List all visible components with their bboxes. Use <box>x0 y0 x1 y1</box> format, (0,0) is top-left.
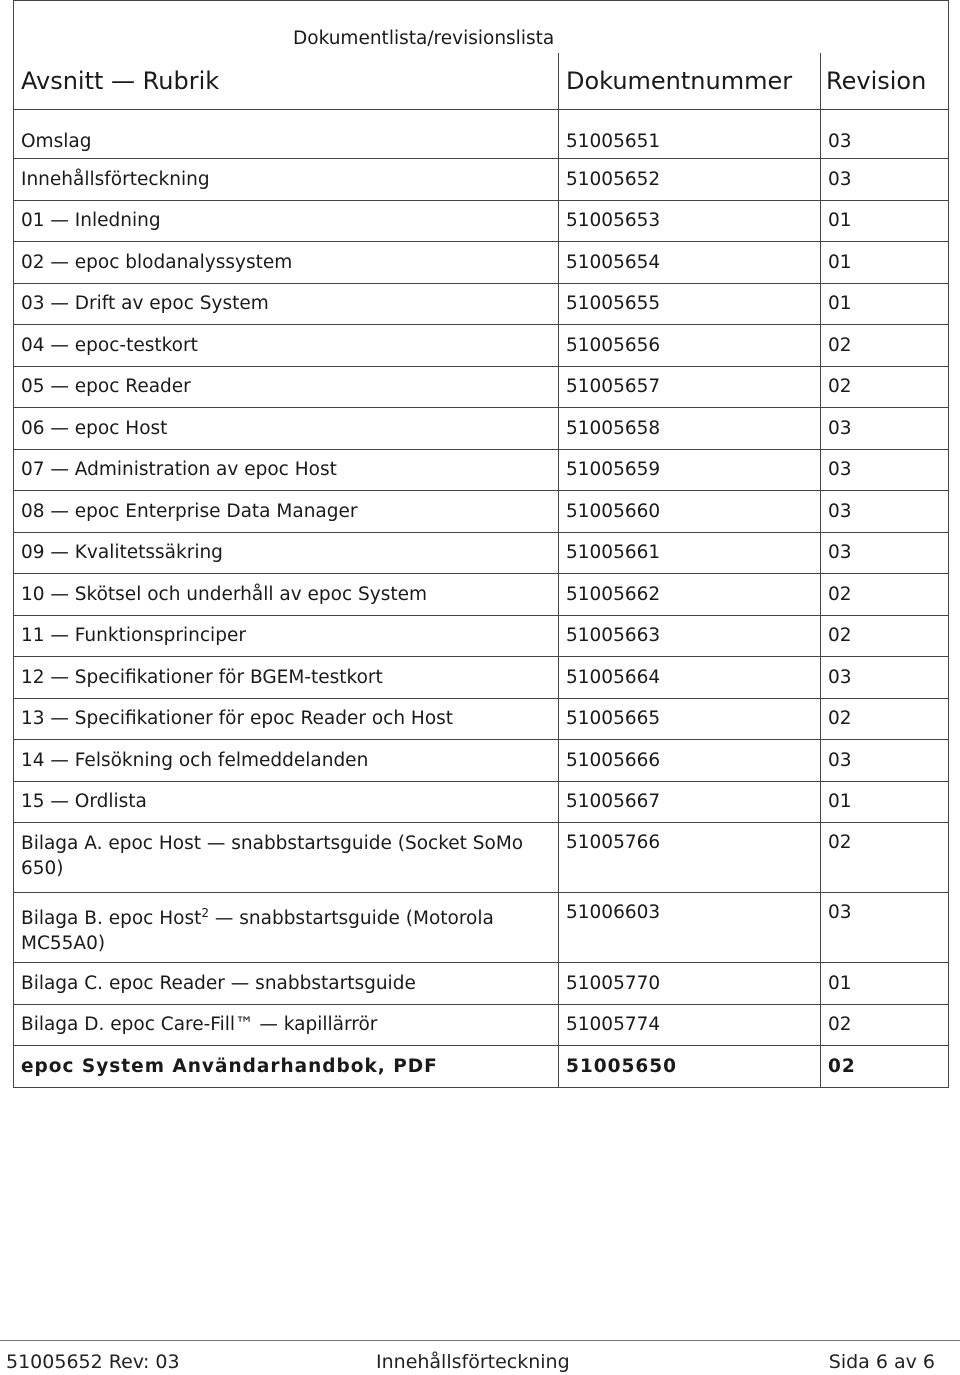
revision-cell: 01 <box>821 200 949 242</box>
table-row <box>14 740 949 782</box>
section-cell: 07 — Administration av epoc Host <box>14 449 559 491</box>
table-row <box>14 366 949 408</box>
revision-cell: 03 <box>821 657 949 699</box>
table-row <box>14 283 949 325</box>
section-cell: 14 — Felsökning och felmeddelanden <box>14 740 559 782</box>
revision-cell: 02 <box>821 615 949 657</box>
section-text-continued: — snabbstartsguide (Motorola MC55A0) <box>21 908 494 955</box>
table-row <box>14 242 949 284</box>
section-cell: 09 — Kvalitetssäkring <box>14 532 559 574</box>
column-header-section: Avsnitt — Rubrik <box>14 53 559 110</box>
section-cell: 10 — Skötsel och underhåll av epoc System <box>14 574 559 616</box>
revision-cell: 02 <box>821 1046 949 1088</box>
table-row <box>14 200 949 242</box>
footer-page-number: Sida 6 av 6 <box>828 1351 935 1373</box>
doc-number-cell: 51005658 <box>559 408 821 450</box>
table-row <box>14 781 949 823</box>
table-row <box>14 408 949 450</box>
revision-cell: 03 <box>821 110 949 159</box>
doc-number-cell: 51005665 <box>559 698 821 740</box>
doc-number-cell: 51005654 <box>559 242 821 284</box>
footer-section-title: Innehållsförteckning <box>376 1351 570 1373</box>
revision-cell: 03 <box>821 893 949 963</box>
section-cell: 15 — Ordlista <box>14 781 559 823</box>
table-row <box>14 698 949 740</box>
doc-number-cell: 51005655 <box>559 283 821 325</box>
doc-number-cell: 51005766 <box>559 823 821 893</box>
section-cell: 02 — epoc blodanalyssystem <box>14 242 559 284</box>
section-cell <box>14 893 559 963</box>
doc-number-cell: 51005663 <box>559 615 821 657</box>
table-row <box>14 532 949 574</box>
section-cell: 04 — epoc-testkort <box>14 325 559 367</box>
doc-number-cell: 51005651 <box>559 110 821 159</box>
column-header-doc-number: Dokumentnummer <box>559 53 821 110</box>
revision-cell: 01 <box>821 963 949 1005</box>
section-cell: 03 — Drift av epoc System <box>14 283 559 325</box>
doc-number-cell: 51005653 <box>559 200 821 242</box>
revision-cell: 02 <box>821 574 949 616</box>
table-row <box>14 893 949 963</box>
revision-cell: 03 <box>821 159 949 201</box>
revision-cell: 03 <box>821 532 949 574</box>
table-row <box>14 159 949 201</box>
revision-cell: 03 <box>821 408 949 450</box>
section-cell: 13 — Specifikationer för epoc Reader och Host <box>14 698 559 740</box>
table-row <box>14 1004 949 1046</box>
doc-number-cell: 51005659 <box>559 449 821 491</box>
table-row <box>14 615 949 657</box>
revision-cell: 02 <box>821 823 949 893</box>
doc-number-cell: 51005656 <box>559 325 821 367</box>
revision-cell: 02 <box>821 698 949 740</box>
document-list-table <box>13 0 949 1088</box>
table-row <box>14 823 949 893</box>
revision-cell: 03 <box>821 449 949 491</box>
section-text: Bilaga B. epoc Host <box>21 908 202 930</box>
section-cell: epoc System Användarhandbok, PDF <box>14 1046 559 1088</box>
section-cell: Innehållsförteckning <box>14 159 559 201</box>
doc-number-cell: 51005652 <box>559 159 821 201</box>
doc-number-cell: 51005774 <box>559 1004 821 1046</box>
superscript: 2 <box>201 906 209 920</box>
table-row <box>14 325 949 367</box>
doc-number-cell: 51005770 <box>559 963 821 1005</box>
doc-number-cell: 51005664 <box>559 657 821 699</box>
table-row <box>14 657 949 699</box>
table-row <box>14 574 949 616</box>
section-cell: 01 — Inledning <box>14 200 559 242</box>
section-cell: 08 — epoc Enterprise Data Manager <box>14 491 559 533</box>
section-cell: Bilaga D. epoc Care-Fill™ — kapillärrör <box>14 1004 559 1046</box>
revision-cell: 02 <box>821 366 949 408</box>
section-cell: Bilaga C. epoc Reader — snabbstartsguide <box>14 963 559 1005</box>
revision-cell: 02 <box>821 325 949 367</box>
section-cell: Omslag <box>14 110 559 159</box>
section-cell: Bilaga A. epoc Host — snabbstartsguide (Socket SoMo 650) <box>14 823 559 893</box>
page-footer <box>0 1340 960 1375</box>
revision-cell: 01 <box>821 781 949 823</box>
revision-cell: 03 <box>821 740 949 782</box>
table-row <box>14 1046 949 1088</box>
doc-number-cell: 51005662 <box>559 574 821 616</box>
revision-cell: 02 <box>821 1004 949 1046</box>
section-cell: 05 — epoc Reader <box>14 366 559 408</box>
doc-number-cell: 51005660 <box>559 491 821 533</box>
table-title: Dokumentlista/revisionslista <box>14 1 949 54</box>
table-row <box>14 491 949 533</box>
doc-number-cell: 51005661 <box>559 532 821 574</box>
title-row <box>14 1 949 54</box>
section-cell: 11 — Funktionsprinciper <box>14 615 559 657</box>
section-cell: 06 — epoc Host <box>14 408 559 450</box>
doc-number-cell: 51005666 <box>559 740 821 782</box>
revision-cell: 01 <box>821 283 949 325</box>
header-row <box>14 53 949 110</box>
column-header-revision: Revision <box>821 53 949 110</box>
revision-cell: 03 <box>821 491 949 533</box>
doc-number-cell: 51006603 <box>559 893 821 963</box>
table-row <box>14 963 949 1005</box>
table-row <box>14 110 949 159</box>
table-row <box>14 449 949 491</box>
footer-doc-number: 51005652 Rev: 03 <box>6 1351 180 1373</box>
doc-number-cell: 51005657 <box>559 366 821 408</box>
doc-number-cell: 51005650 <box>559 1046 821 1088</box>
doc-number-cell: 51005667 <box>559 781 821 823</box>
revision-cell: 01 <box>821 242 949 284</box>
section-cell: 12 — Specifikationer för BGEM-testkort <box>14 657 559 699</box>
